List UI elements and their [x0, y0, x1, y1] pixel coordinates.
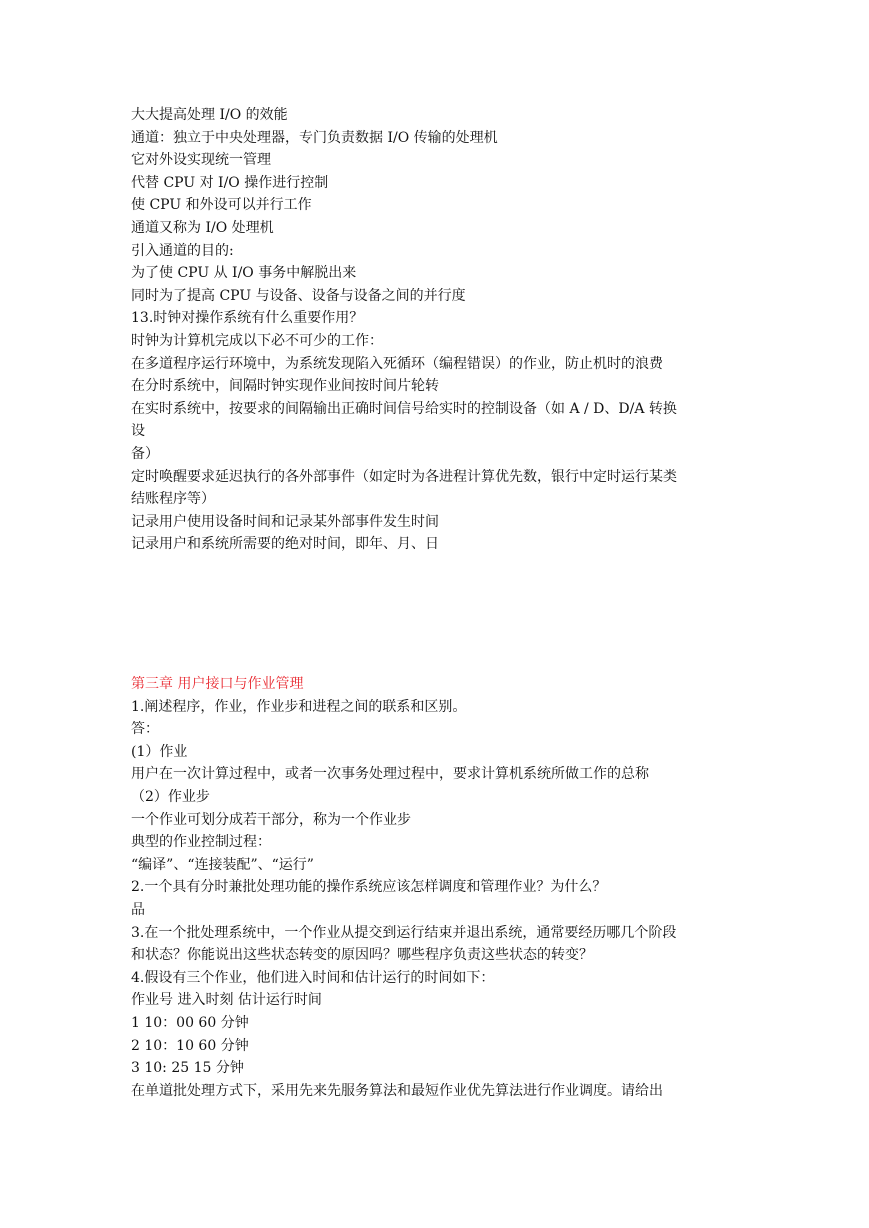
text-line: 在分时系统中，间隔时钟实现作业间按时间片轮转 — [131, 378, 439, 395]
text-line: 为了使 CPU 从 I/O 事务中解脱出来 — [131, 265, 357, 282]
text-line: 定时唤醒要求延迟执行的各外部事件（如定时为各进程计算优先数，银行中定时运行某类 — [131, 468, 677, 485]
text-line: 记录用户和系统所需要的绝对时间，即年、月、日 — [131, 536, 439, 553]
chapter-heading: 第三章 用户接口与作业管理 — [131, 676, 304, 692]
text-line: 记录用户使用设备时间和记录某外部事件发生时间 — [131, 513, 439, 530]
text-line: 1 10：00 60 分钟 — [131, 1014, 249, 1031]
text-line: 和状态？你能说出这些状态转变的原因吗？哪些程序负责这些状态的转变？ — [131, 947, 593, 964]
text-line: 4.假设有三个作业，他们进入时间和估计运行的时间如下： — [131, 969, 495, 986]
text-line: (1）作业 — [131, 743, 188, 760]
text-line: 同时为了提高 CPU 与设备、设备与设备之间的并行度 — [131, 287, 466, 304]
text-line: 用户在一次计算过程中，或者一次事务处理过程中，要求计算机系统所做工作的总称 — [131, 766, 649, 783]
text-line: 通道：独立于中央处理器，专门负责数据 I/O 传输的处理机 — [131, 129, 498, 146]
text-line: 设 — [131, 423, 145, 440]
text-line: 典型的作业控制过程： — [131, 834, 271, 851]
text-line: 品 — [131, 901, 145, 918]
text-line: 作业号 进入时刻 估计运行时间 — [131, 992, 322, 1009]
text-line: 时钟为计算机完成以下必不可少的工作： — [131, 332, 383, 349]
text-line: 一个作业可划分成若干部分，称为一个作业步 — [131, 811, 411, 828]
text-line: 3 10: 25 15 分钟 — [131, 1060, 244, 1077]
text-line: 使 CPU 和外设可以并行工作 — [131, 197, 312, 214]
text-line: 备） — [131, 445, 159, 462]
text-line: 3.在一个批处理系统中，一个作业从提交到运行结束并退出系统，通常要经历哪几个阶段 — [131, 924, 677, 941]
text-line: 结账程序等） — [131, 491, 215, 508]
text-line: 在单道批处理方式下，采用先来先服务算法和最短作业优先算法进行作业调度。请给出 — [131, 1082, 663, 1099]
text-line: 通道又称为 I/O 处理机 — [131, 219, 274, 236]
section-chapter-three — [131, 673, 741, 1102]
text-line: 引入通道的目的: — [131, 242, 234, 259]
text-line: 在多道程序运行环境中，为系统发现陷入死循环（编程错误）的作业，防止机时的浪费 — [131, 355, 663, 372]
text-line: 2.一个具有分时兼批处理功能的操作系统应该怎样调度和管理作业？为什么？ — [131, 879, 607, 896]
text-line: （2）作业步 — [131, 788, 210, 805]
text-line: 在实时系统中，按要求的间隔输出正确时间信号给实时的控制设备（如 A / D、D/A 转换 — [131, 400, 677, 417]
text-line: 2 10：10 60 分钟 — [131, 1037, 249, 1054]
text-line: 答： — [131, 721, 159, 738]
text-line: 代替 CPU 对 I/O 操作进行控制 — [131, 174, 329, 191]
text-line: 它对外设实现统一管理 — [131, 152, 271, 169]
text-line: 1.阐述程序，作业，作业步和进程之间的联系和区别。 — [131, 698, 467, 715]
text-line: 13.时钟对操作系统有什么重要作用？ — [131, 310, 364, 327]
text-line: 大大提高处理 I/O 的效能 — [131, 107, 288, 123]
text-line: “编译”、“连接装配”、“运行” — [131, 856, 314, 873]
section-io-channel-and-clock — [131, 104, 741, 556]
